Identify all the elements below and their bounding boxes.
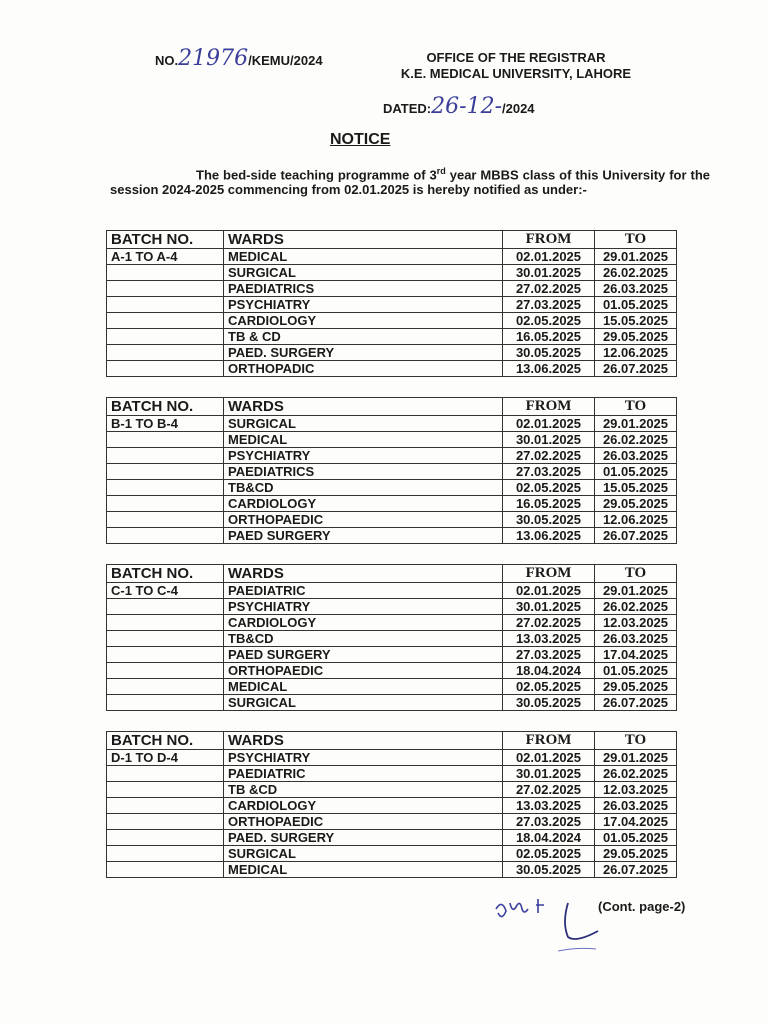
office-heading [385,50,647,82]
to-date-cell: 26.03.2025 [595,631,677,647]
to-date-cell: 26.07.2025 [595,695,677,711]
table-row [107,297,677,313]
from-date-cell: 13.06.2025 [503,528,595,544]
from-date-cell: 16.05.2025 [503,329,595,345]
ward-cell: PSYCHIATRY [224,297,503,313]
ward-cell: PSYCHIATRY [224,448,503,464]
from-date-cell: 30.05.2025 [503,695,595,711]
column-header-to: TO [595,398,677,416]
to-date-cell: 29.01.2025 [595,583,677,599]
notice-title: NOTICE [330,131,391,148]
table-row [107,663,677,679]
from-date-cell: 30.05.2025 [503,862,595,878]
from-date-cell: 16.05.2025 [503,496,595,512]
ward-cell: CARDIOLOGY [224,496,503,512]
batch-cell [107,297,224,313]
batch-cell: B-1 TO B-4 [107,416,224,432]
table-row [107,782,677,798]
ward-cell: CARDIOLOGY [224,615,503,631]
from-date-cell: 02.05.2025 [503,679,595,695]
ward-cell: PAEDIATRIC [224,766,503,782]
from-date-cell: 27.02.2025 [503,615,595,631]
from-date-cell: 13.03.2025 [503,798,595,814]
schedule-table-2 [106,397,677,544]
column-header-batch: BATCH NO. [107,231,224,249]
from-date-cell: 13.06.2025 [503,361,595,377]
batch-cell [107,679,224,695]
table-row [107,599,677,615]
table-row [107,512,677,528]
ward-cell: PAEDIATRICS [224,464,503,480]
from-date-cell: 30.05.2025 [503,345,595,361]
to-date-cell: 29.01.2025 [595,249,677,265]
table-row [107,750,677,766]
from-date-cell: 18.04.2024 [503,830,595,846]
from-date-cell: 27.02.2025 [503,782,595,798]
batch-cell [107,361,224,377]
from-date-cell: 30.01.2025 [503,766,595,782]
from-date-cell: 02.01.2025 [503,583,595,599]
schedule-table-4 [106,731,677,878]
column-header-from: FROM [503,231,595,249]
to-date-cell: 26.03.2025 [595,798,677,814]
table-row [107,432,677,448]
table-row [107,329,677,345]
ref-prefix: NO. [155,53,179,68]
table-row [107,830,677,846]
to-date-cell: 12.06.2025 [595,345,677,361]
batch-cell [107,329,224,345]
batch-cell [107,265,224,281]
table-row [107,416,677,432]
batch-cell [107,345,224,361]
table-row [107,265,677,281]
batch-cell [107,448,224,464]
from-date-cell: 27.03.2025 [503,464,595,480]
column-header-to: TO [595,231,677,249]
dated-label: DATED: [383,101,432,116]
table-row [107,814,677,830]
ward-cell: MEDICAL [224,862,503,878]
column-header-from: FROM [503,565,595,583]
ward-cell: TB&CD [224,480,503,496]
ward-cell: MEDICAL [224,432,503,448]
ward-cell: ORTHOPADIC [224,361,503,377]
batch-cell: D-1 TO D-4 [107,750,224,766]
to-date-cell: 12.06.2025 [595,512,677,528]
batch-cell [107,599,224,615]
from-date-cell: 18.04.2024 [503,663,595,679]
batch-cell [107,631,224,647]
ward-cell: TB &CD [224,782,503,798]
batch-cell [107,846,224,862]
to-date-cell: 17.04.2025 [595,814,677,830]
table-row [107,281,677,297]
batch-cell: C-1 TO C-4 [107,583,224,599]
from-date-cell: 02.05.2025 [503,313,595,329]
batch-cell [107,313,224,329]
table-row [107,528,677,544]
to-date-cell: 12.03.2025 [595,782,677,798]
dated-suffix: /2024 [502,101,535,116]
office-line-2: K.E. MEDICAL UNIVERSITY, LAHORE [400,66,632,81]
batch-cell [107,615,224,631]
column-header-batch: BATCH NO. [107,398,224,416]
ward-cell: ORTHOPAEDIC [224,512,503,528]
column-header-batch: BATCH NO. [107,732,224,750]
ward-cell: SURGICAL [224,416,503,432]
ward-cell: CARDIOLOGY [224,798,503,814]
from-date-cell: 02.05.2025 [503,480,595,496]
to-date-cell: 15.05.2025 [595,480,677,496]
signature-scrawl [488,895,608,955]
to-date-cell: 01.05.2025 [595,297,677,313]
ward-cell: ORTHOPAEDIC [224,814,503,830]
ward-cell: SURGICAL [224,695,503,711]
to-date-cell: 29.05.2025 [595,496,677,512]
ward-cell: MEDICAL [224,249,503,265]
from-date-cell: 27.03.2025 [503,297,595,313]
to-date-cell: 26.02.2025 [595,265,677,281]
table-header-row [107,398,677,416]
table-header-row [107,565,677,583]
column-header-wards: WARDS [224,398,503,416]
table-row [107,313,677,329]
table-row [107,496,677,512]
batch-cell [107,663,224,679]
ward-cell: TB & CD [224,329,503,345]
batch-cell: A-1 TO A-4 [107,249,224,265]
notice-intro [110,164,710,197]
continued-note: (Cont. page-2) [598,899,686,914]
column-header-wards: WARDS [224,565,503,583]
from-date-cell: 27.02.2025 [503,448,595,464]
ward-cell: PAEDIATRICS [224,281,503,297]
batch-cell [107,647,224,663]
table-row [107,615,677,631]
to-date-cell: 12.03.2025 [595,615,677,631]
table-header-row [107,231,677,249]
ward-cell: PAED SURGERY [224,528,503,544]
table-row [107,846,677,862]
batch-cell [107,432,224,448]
from-date-cell: 27.03.2025 [503,647,595,663]
to-date-cell: 15.05.2025 [595,313,677,329]
to-date-cell: 26.07.2025 [595,528,677,544]
table-row [107,766,677,782]
to-date-cell: 26.07.2025 [595,361,677,377]
batch-cell [107,512,224,528]
intro-superscript: rd [436,166,446,176]
batch-cell [107,830,224,846]
dated-handwritten: 26-12- [431,94,502,119]
table-row [107,647,677,663]
batch-cell [107,814,224,830]
column-header-wards: WARDS [224,732,503,750]
intro-text-2: year MBBS class of this University for the session 2024-2025 commencing from 02.01.2025 is hereby notified as under:- [110,167,710,198]
batch-cell [107,464,224,480]
table-row [107,464,677,480]
ward-cell: PAED SURGERY [224,647,503,663]
ward-cell: ORTHOPAEDIC [224,663,503,679]
table-row [107,798,677,814]
to-date-cell: 26.03.2025 [595,281,677,297]
to-date-cell: 26.02.2025 [595,766,677,782]
table-row [107,480,677,496]
column-header-from: FROM [503,732,595,750]
ref-suffix: /KEMU/2024 [248,53,323,68]
batch-cell [107,862,224,878]
column-header-wards: WARDS [224,231,503,249]
office-line-1: OFFICE OF THE REGISTRAR [426,50,606,65]
to-date-cell: 01.05.2025 [595,830,677,846]
from-date-cell: 30.01.2025 [503,265,595,281]
table-row [107,448,677,464]
to-date-cell: 01.05.2025 [595,464,677,480]
schedule-table-3 [106,564,677,711]
from-date-cell: 27.03.2025 [503,814,595,830]
ward-cell: MEDICAL [224,679,503,695]
to-date-cell: 26.07.2025 [595,862,677,878]
column-header-from: FROM [503,398,595,416]
column-header-to: TO [595,732,677,750]
batch-cell [107,695,224,711]
table-row [107,249,677,265]
batch-cell [107,782,224,798]
table-row [107,631,677,647]
ward-cell: PSYCHIATRY [224,599,503,615]
from-date-cell: 30.01.2025 [503,599,595,615]
table-row [107,695,677,711]
intro-text-1: The bed-side teaching programme of 3 [196,167,437,183]
table-row [107,345,677,361]
table-row [107,679,677,695]
from-date-cell: 30.01.2025 [503,432,595,448]
to-date-cell: 29.01.2025 [595,750,677,766]
to-date-cell: 17.04.2025 [595,647,677,663]
ward-cell: TB&CD [224,631,503,647]
ward-cell: SURGICAL [224,846,503,862]
column-header-batch: BATCH NO. [107,565,224,583]
from-date-cell: 02.05.2025 [503,846,595,862]
to-date-cell: 26.02.2025 [595,599,677,615]
to-date-cell: 29.05.2025 [595,329,677,345]
to-date-cell: 29.05.2025 [595,846,677,862]
to-date-cell: 01.05.2025 [595,663,677,679]
batch-cell [107,798,224,814]
table-row [107,361,677,377]
batch-cell [107,496,224,512]
schedule-table-1 [106,230,677,377]
ward-cell: PAEDIATRIC [224,583,503,599]
to-date-cell: 29.05.2025 [595,679,677,695]
table-header-row [107,732,677,750]
ward-cell: CARDIOLOGY [224,313,503,329]
batch-cell [107,766,224,782]
ref-number-handwritten: 21976 [178,46,249,71]
from-date-cell: 27.02.2025 [503,281,595,297]
table-row [107,862,677,878]
from-date-cell: 02.01.2025 [503,750,595,766]
from-date-cell: 02.01.2025 [503,249,595,265]
column-header-to: TO [595,565,677,583]
reference-number [155,46,323,71]
from-date-cell: 30.05.2025 [503,512,595,528]
date-line [383,94,535,119]
ward-cell: PSYCHIATRY [224,750,503,766]
to-date-cell: 29.01.2025 [595,416,677,432]
from-date-cell: 02.01.2025 [503,416,595,432]
batch-cell [107,480,224,496]
table-row [107,583,677,599]
ward-cell: PAED. SURGERY [224,345,503,361]
ward-cell: PAED. SURGERY [224,830,503,846]
batch-cell [107,528,224,544]
from-date-cell: 13.03.2025 [503,631,595,647]
ward-cell: SURGICAL [224,265,503,281]
to-date-cell: 26.02.2025 [595,432,677,448]
batch-cell [107,281,224,297]
to-date-cell: 26.03.2025 [595,448,677,464]
